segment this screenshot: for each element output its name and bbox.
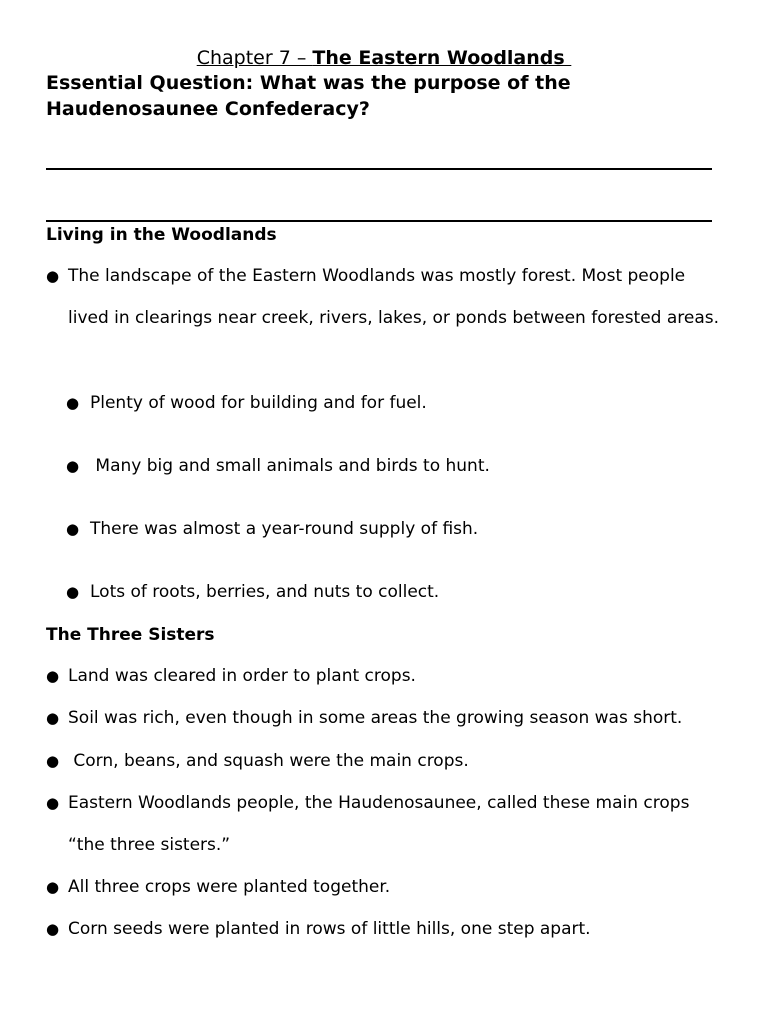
list-item-text: Plenty of wood for building and for fuel.: [90, 393, 427, 413]
list-item: [46, 866, 726, 908]
bullet-icon: ●: [66, 394, 80, 412]
list-item-text: Corn seeds were planted in rows of little hills, one step apart.: [68, 919, 591, 939]
bullet-icon: ●: [46, 878, 60, 896]
list-item-text: The landscape of the Eastern Woodlands was mostly forest. Most people lived in clearings near creek, rivers, lakes, or ponds between forested areas.: [68, 266, 720, 328]
bullet-icon: ●: [46, 267, 60, 285]
bullet-icon: ●: [66, 583, 80, 601]
answer-line: [46, 168, 712, 170]
list-item-text: Land was cleared in order to plant crops.: [68, 666, 416, 686]
bullet-icon: ●: [46, 709, 60, 727]
list-item-text: Lots of roots, berries, and nuts to collect.: [90, 582, 440, 602]
bullet-icon: ●: [66, 520, 80, 538]
list-item: [46, 655, 726, 697]
chapter-title: [0, 46, 768, 70]
chapter-prefix: Chapter 7 –: [196, 47, 313, 69]
list-item-text: Soil was rich, even though in some areas the growing season was short.: [68, 708, 683, 728]
list-item-text: Eastern Woodlands people, the Haudenosaunee, called these main crops “the three sisters.”: [68, 793, 695, 855]
bullet-icon: ●: [46, 794, 60, 812]
bullet-icon: ●: [66, 457, 80, 475]
sub-list-item: [66, 445, 726, 487]
essential-question: Essential Question: What was the purpose of the Haudenosaunee Confederacy?: [46, 72, 571, 120]
list-item: [46, 255, 726, 339]
list-item-text: All three crops were planted together.: [68, 877, 391, 897]
sub-list-item: [66, 508, 726, 550]
section-heading-living-in-the-woodlands: Living in the Woodlands: [46, 225, 277, 245]
list-item-text: Many big and small animals and birds to hunt.: [90, 456, 490, 476]
bullet-icon: ●: [46, 752, 60, 770]
bullet-icon: ●: [46, 667, 60, 685]
list-item: [46, 697, 726, 739]
section-heading-the-three-sisters: The Three Sisters: [46, 625, 215, 645]
list-item: [46, 740, 726, 782]
list-item-text: Corn, beans, and squash were the main crops.: [68, 751, 469, 771]
list-item: [46, 908, 726, 950]
list-item-text: There was almost a year-round supply of fish.: [90, 519, 479, 539]
bullet-icon: ●: [46, 920, 60, 938]
answer-line: [46, 220, 712, 222]
chapter-name: The Eastern Woodlands: [312, 47, 572, 69]
sub-list-item: [66, 571, 726, 613]
sub-list-item: [66, 382, 726, 424]
list-item: [46, 782, 726, 866]
